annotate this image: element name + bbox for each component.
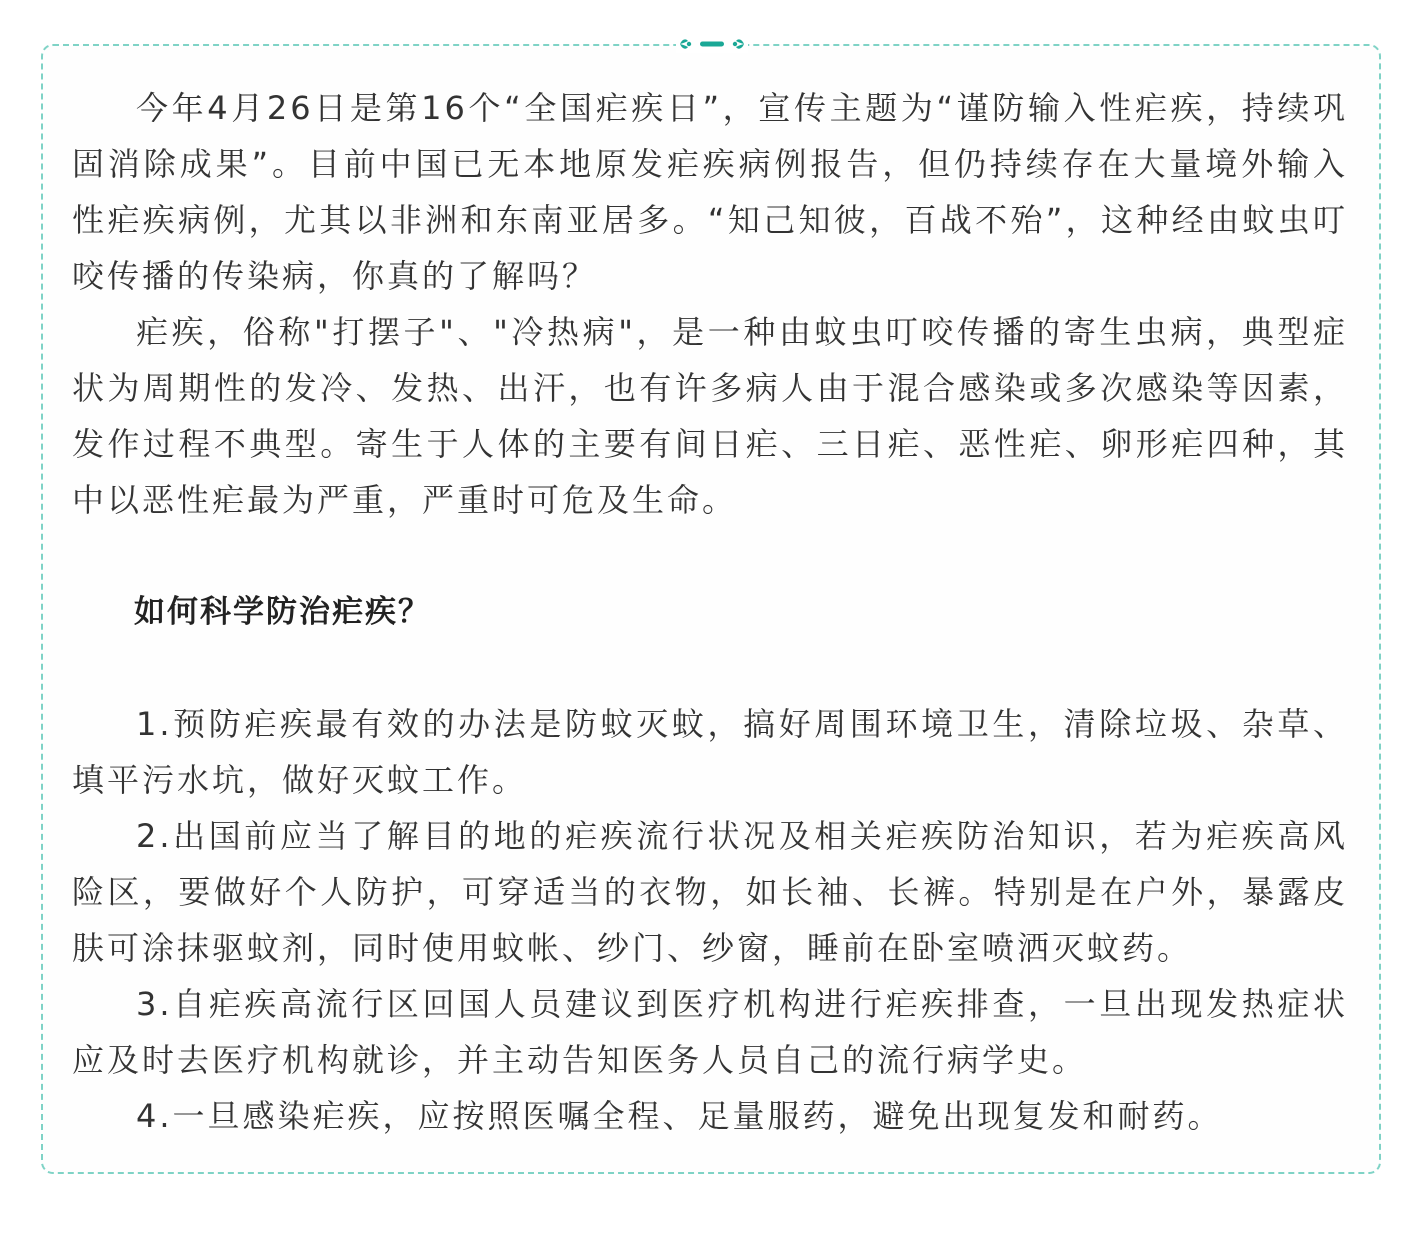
spacer	[72, 640, 1348, 696]
tip-item-3: 3.自疟疾高流行区回国人员建议到医疗机构进行疟疾排查，一旦出现发热症状应及时去医疗机构就诊，并主动告知医务人员自己的流行病学史。	[72, 985, 1348, 1079]
tip-item-1: 1.预防疟疾最有效的办法是防蚊灭蚊，搞好周围环境卫生，清除垃圾、杂草、填平污水坑，做好灭蚊工作。	[72, 705, 1348, 799]
definition-paragraph: 疟疾，俗称"打摆子"、"冷热病"，是一种由蚊虫叮咬传播的寄生虫病，典型症状为周期性的发冷、发热、出汗，也有许多病人由于混合感染或多次感染等因素，发作过程不典型。寄生于人体的主要有间日疟、三日疟、恶性疟、卵形疟四种，其中以恶性疟最为严重，严重时可危及生命。	[72, 313, 1348, 519]
intro-paragraph: 今年4月26日是第16个“全国疟疾日”，宣传主题为“谨防输入性疟疾，持续巩固消除成果”。目前中国已无本地原发疟疾病例报告，但仍持续存在大量境外输入性疟疾病例，尤其以非洲和东南亚居多。“知己知彼，百战不殆”，这种经由蚊虫叮咬传播的传染病，你真的了解吗？	[72, 89, 1348, 295]
spacer	[72, 528, 1348, 584]
leaf-divider-icon	[676, 35, 748, 53]
article-body	[72, 80, 1348, 1144]
tip-item-2: 2.出国前应当了解目的地的疟疾流行状况及相关疟疾防治知识，若为疟疾高风险区，要做好个人防护，可穿适当的衣物，如长袖、长裤。特别是在户外，暴露皮肤可涂抹驱蚊剂，同时使用蚊帐、纱门、纱窗，睡前在卧室喷洒灭蚊药。	[72, 817, 1348, 967]
tip-item-4: 4.一旦感染疟疾，应按照医嘱全程、足量服药，避免出现复发和耐药。	[136, 1097, 1223, 1135]
section-heading: 如何科学防治疟疾？	[134, 594, 431, 630]
